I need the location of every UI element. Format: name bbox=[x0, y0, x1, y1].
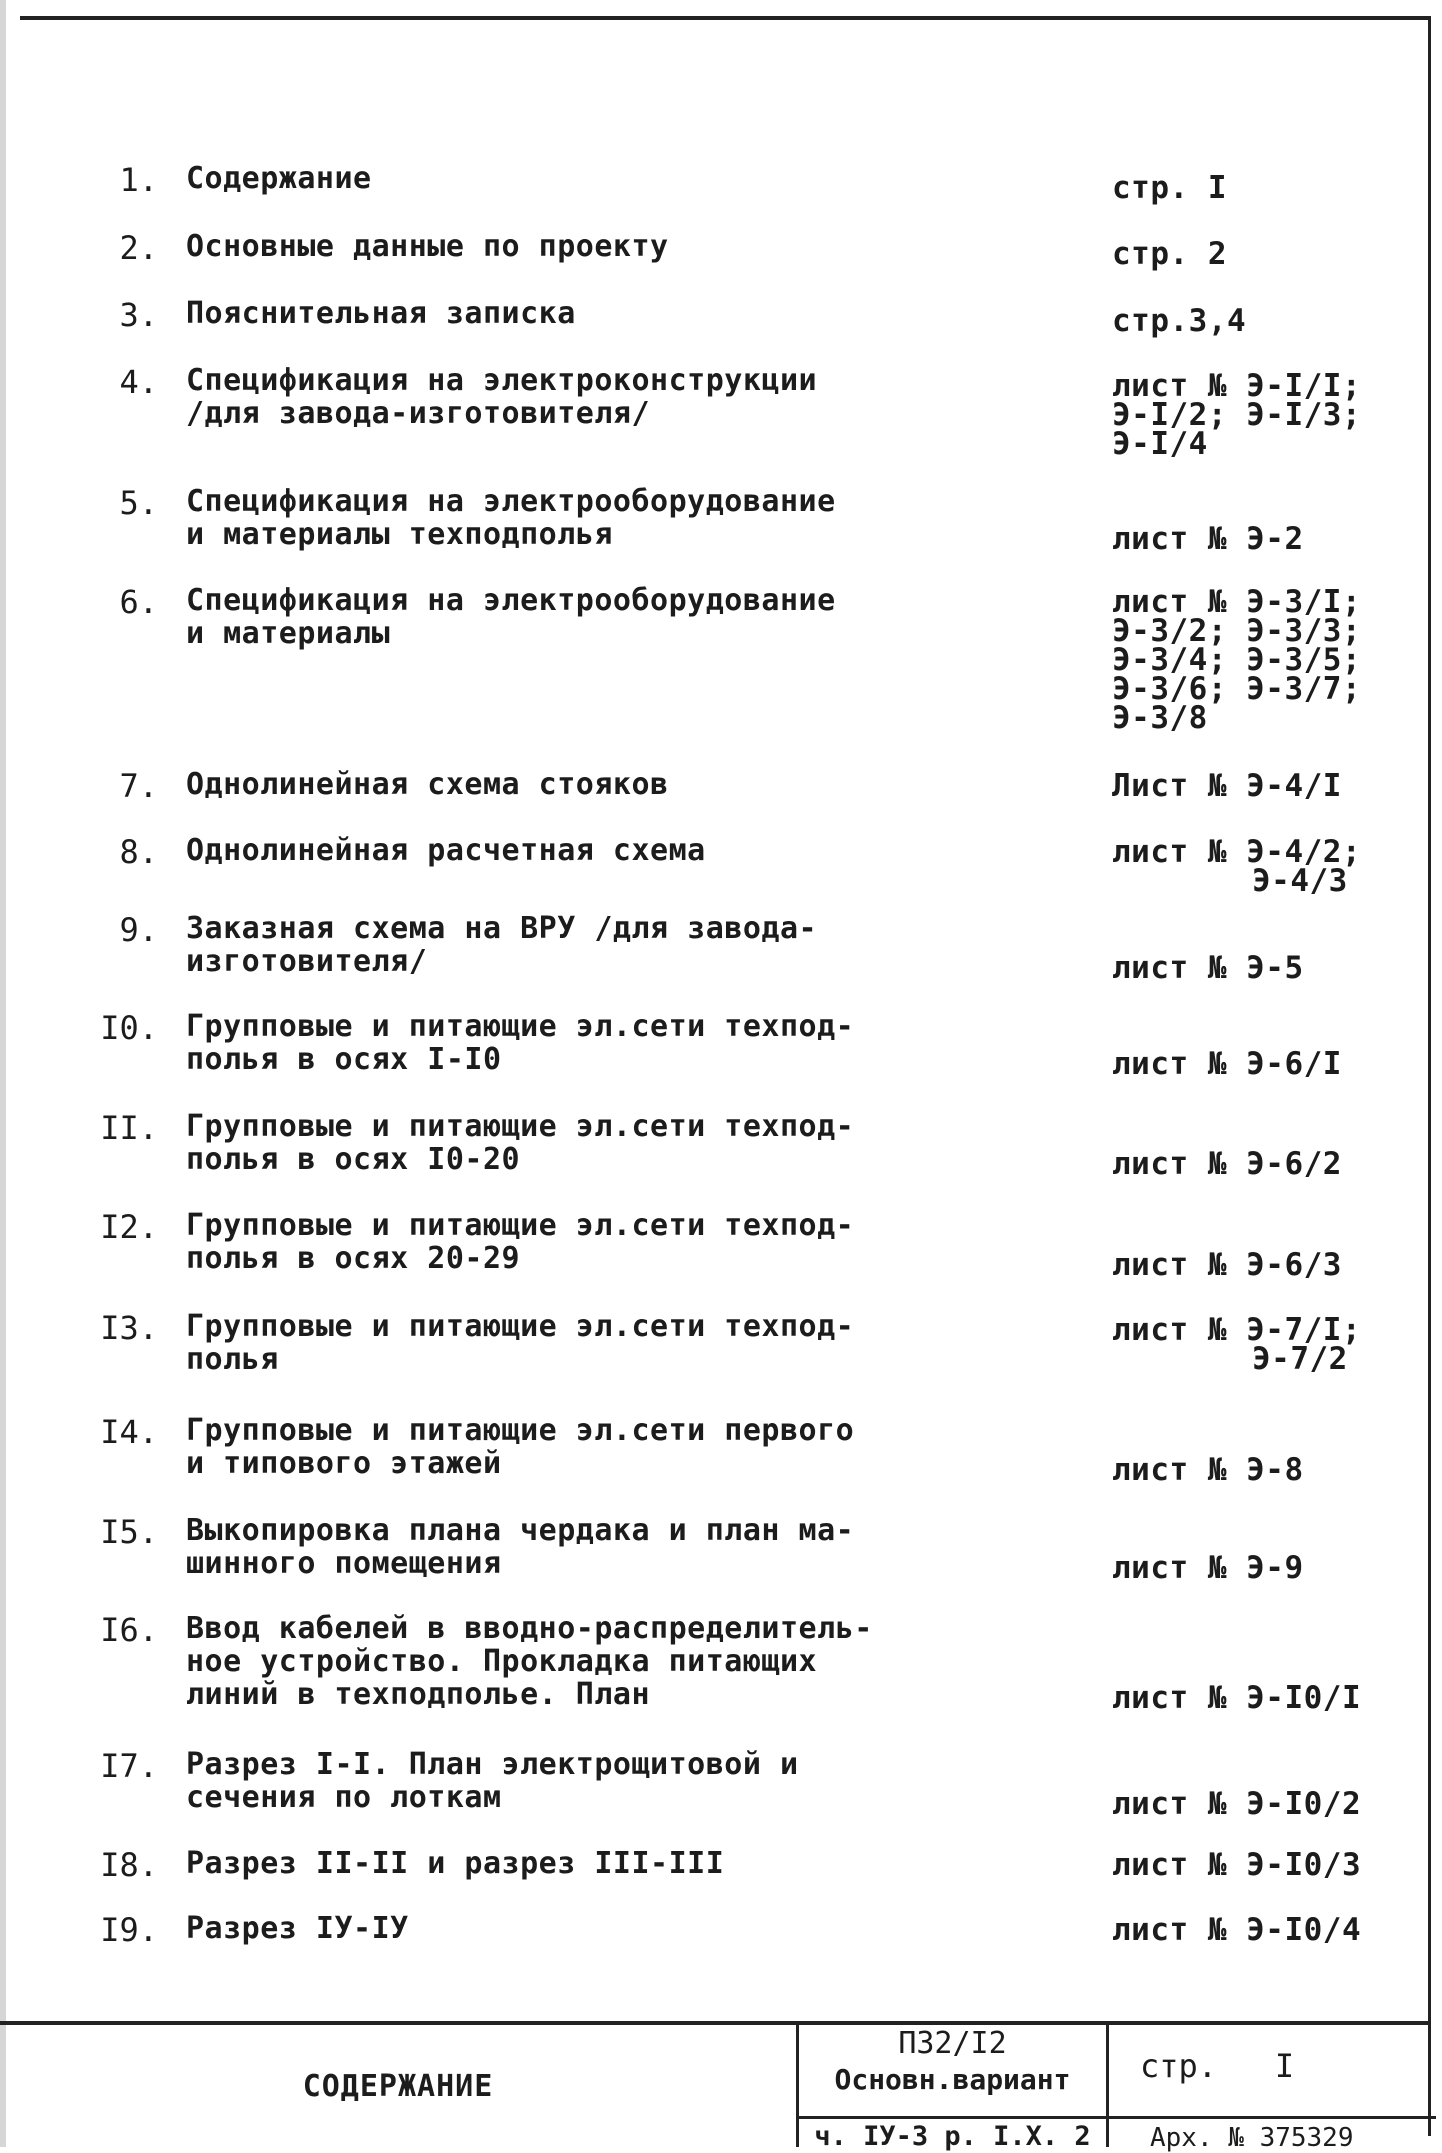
entry-title: Разрез I-I. План электрощитовой и сечения по лоткам bbox=[186, 1747, 799, 1815]
project-code: П32/I2 bbox=[898, 2026, 1007, 2061]
entry-sheet-ref: лист № Э-8 bbox=[1112, 1452, 1304, 1488]
entry-number: I3. bbox=[100, 1309, 158, 1347]
entry-title: Разрез IУ-IУ bbox=[186, 1911, 409, 1946]
entry-title: Разрез II-II и разрез III-III bbox=[186, 1846, 725, 1881]
entry-number: 4. bbox=[119, 363, 158, 401]
page-number: стр. I bbox=[1140, 2047, 1295, 2085]
archive-number: Арх. № 375329 bbox=[1150, 2123, 1354, 2153]
entry-sheet-ref: лист № Э-6/I bbox=[1112, 1046, 1342, 1082]
entry-sheet-ref: лист № Э-I/I; Э-I/2; Э-I/3; Э-I/4 bbox=[1112, 368, 1362, 462]
project-variant: Основн.вариант bbox=[834, 2063, 1071, 2096]
entry-number: II. bbox=[100, 1109, 158, 1147]
entry-title: Групповые и питающие эл.сети техпод- полья в осях I-I0 bbox=[186, 1009, 855, 1077]
entry-number: 8. bbox=[119, 833, 158, 871]
entry-number: 6. bbox=[119, 583, 158, 621]
entry-number: I2. bbox=[100, 1208, 158, 1246]
title-block-border bbox=[0, 2021, 1430, 2025]
entry-number: 2. bbox=[119, 229, 158, 267]
entry-sheet-ref: лист № Э-6/3 bbox=[1112, 1247, 1342, 1283]
entry-sheet-ref: лист № Э-I0/I bbox=[1112, 1680, 1362, 1716]
entry-title: Спецификация на электрооборудование и материалы bbox=[186, 583, 836, 651]
entry-number: 3. bbox=[119, 296, 158, 334]
title-block-divider bbox=[796, 2116, 1436, 2119]
entry-sheet-ref: стр.3,4 bbox=[1112, 303, 1247, 339]
entry-number: 7. bbox=[119, 767, 158, 805]
entry-sheet-ref: лист № Э-I0/2 bbox=[1112, 1786, 1362, 1822]
project-part: ч. IУ-3 р. I.X. 2 bbox=[814, 2121, 1091, 2152]
entry-title: Однолинейная расчетная схема bbox=[186, 833, 706, 868]
entry-number: 9. bbox=[119, 911, 158, 949]
entry-sheet-ref: лист № Э-2 bbox=[1112, 521, 1304, 557]
entry-number: I7. bbox=[100, 1747, 158, 1785]
entry-title: Спецификация на электрооборудование и материалы техподполья bbox=[186, 484, 836, 552]
entry-title: Ввод кабелей в вводно-распределитель- ное устройство. Прокладка питающих линий в техподполье. План bbox=[186, 1611, 873, 1712]
entry-title: Пояснительная записка bbox=[186, 296, 576, 331]
entry-title: Групповые и питающие эл.сети техпод- полья bbox=[186, 1309, 855, 1377]
entry-sheet-ref: лист № Э-6/2 bbox=[1112, 1146, 1342, 1182]
entry-title: Заказная схема на ВРУ /для завода- изготовителя/ bbox=[186, 911, 818, 979]
entry-number: I4. bbox=[100, 1413, 158, 1451]
entry-number: I0. bbox=[100, 1009, 158, 1047]
entry-number: I6. bbox=[100, 1611, 158, 1649]
entry-sheet-ref: лист № Э-5 bbox=[1112, 950, 1304, 986]
entry-sheet-ref: лист № Э-9 bbox=[1112, 1550, 1304, 1586]
entry-title: Групповые и питающие эл.сети техпод- полья в осях 20-29 bbox=[186, 1208, 855, 1276]
entry-number: I5. bbox=[100, 1513, 158, 1551]
entry-sheet-ref: лист № Э-I0/3 bbox=[1112, 1847, 1362, 1883]
entry-title: Основные данные по проекту bbox=[186, 229, 669, 264]
entry-title: Групповые и питающие эл.сети техпод- полья в осях I0-20 bbox=[186, 1109, 855, 1177]
title-block-divider bbox=[1106, 2021, 1109, 2147]
entry-title: Содержание bbox=[186, 161, 372, 196]
entry-sheet-ref: лист № Э-4/2; Э-4/3 bbox=[1112, 834, 1362, 899]
entry-title: Групповые и питающие эл.сети первого и типового этажей bbox=[186, 1413, 855, 1481]
entry-sheet-ref: стр. 2 bbox=[1112, 236, 1227, 272]
sheet-title: СОДЕРЖАНИЕ bbox=[302, 2069, 494, 2104]
entry-sheet-ref: стр. I bbox=[1112, 170, 1227, 206]
entry-sheet-ref: лист № Э-3/I; Э-3/2; Э-3/3; Э-3/4; Э-3/5; Э-3/6; Э-3/7; Э-3/8 bbox=[1112, 584, 1362, 736]
entry-sheet-ref: лист № Э-7/I; Э-7/2 bbox=[1112, 1312, 1362, 1377]
entry-number: 1. bbox=[119, 161, 158, 199]
entry-title: Выкопировка плана чердака и план ма- шинного помещения bbox=[186, 1513, 855, 1581]
entry-sheet-ref: лист № Э-I0/4 bbox=[1112, 1912, 1362, 1948]
entry-number: 5. bbox=[119, 484, 158, 522]
entry-number: I9. bbox=[100, 1911, 158, 1949]
entry-title: Однолинейная схема стояков bbox=[186, 767, 669, 802]
entry-title: Спецификация на электроконструкции /для завода-изготовителя/ bbox=[186, 363, 818, 431]
entry-number: I8. bbox=[100, 1846, 158, 1884]
title-block bbox=[0, 2021, 1442, 2153]
entry-sheet-ref: Лист № Э-4/I bbox=[1112, 768, 1342, 804]
